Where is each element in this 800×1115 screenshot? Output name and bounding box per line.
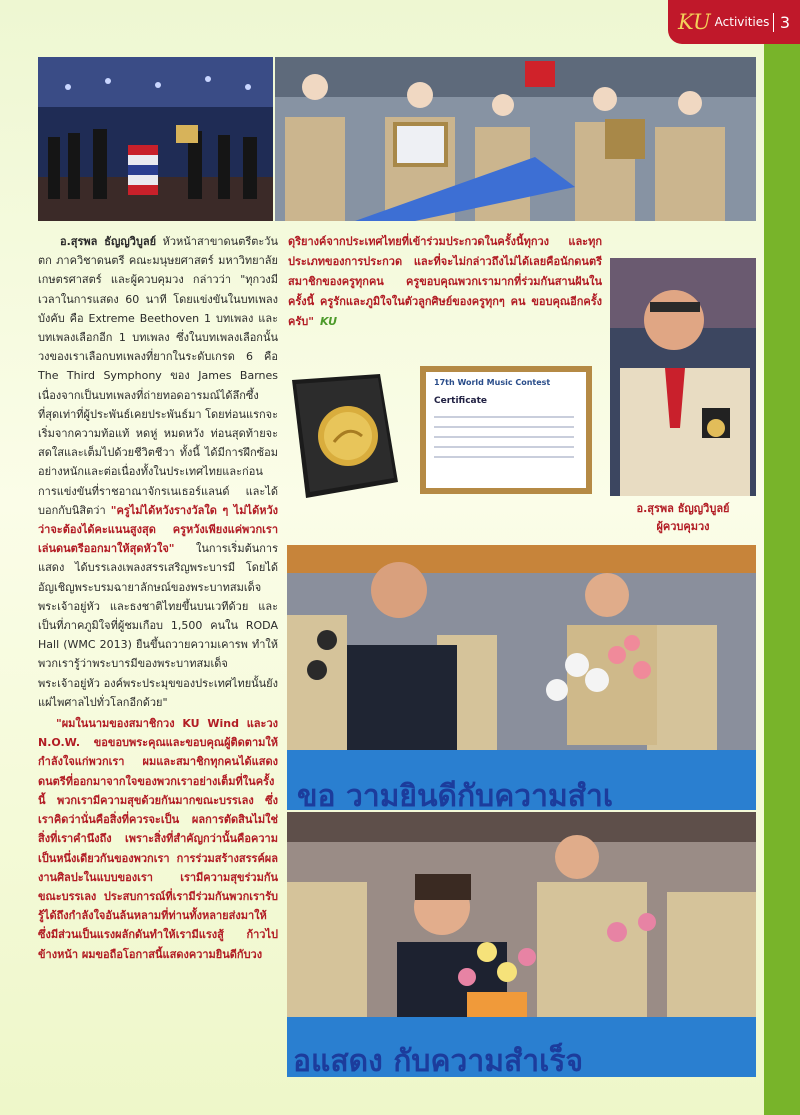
medal-case-image xyxy=(290,372,400,500)
quote-block-right xyxy=(288,232,602,332)
certificate-frame xyxy=(420,366,592,494)
certificate-text-lines xyxy=(434,416,574,466)
quote-text: ดุริยางค์จากประเทศไทยที่เข้าร่วมประกวดในครั้งนี้ทุกวง และทุกประเภทของการประกวด และที่จะไม่กล่าวถึงไม่ได้เลยคือนักดนตรีสมาชิกของครูทุกคน ครูขอบคุณพวกเรามากที่ร่วมกันสานฝันในครั้งนี้ ครูรักและภูมิใจในตัวลูกศิษย์ของครูทุกๆ คน ขอบคุณอีกครั้งครับ" xyxy=(288,235,602,328)
paragraph-text-a: หัวหน้าสาขาดนตรีตะวันตก ภาควิชาดนตรี คณะมนุษยศาสตร์ มหาวิทยาลัยเกษตรศาสตร์ และผู้ควบคุมวง กล่าวว่า "ทุกวงมีเวลาในการแสดง 60 นาที โดยแข่งขันในบทเพลงบังคับ คือ Extreme Beethoven 1 บทเพลง และบทเพลงเลือกอีก 1 บทเพลง ซึ่งในบทเพลงเลือกนั้น วงของเราเลือกบทเพลงที่ยากในระดับเกรด 6 คือ The Third Symphony ของ James Barnes เนื่องจากเป็นบทเพลงที่ถ่ายทอดอารมณ์ได้ลึกซึ้งที่สุดเท่าที่ผู้ประพันธ์เคยประพันธ์มา โดยท่อนแรกจะเริ่มจากความท้อแท้ หดหู่ หมดหวัง ท่อนสุดท้ายจะสดใสและเต็มไปด้วยชีวิตชีวา ทั้งนี้ ได้มีการฝึกซ้อมอย่างหนักและต่อเนื่องทั้งในประเทศไทยและก่อนการแข่งขันที่ราชอาณาจักรเนเธอร์แลนด์ และได้บอกกับนิสิตว่า xyxy=(38,235,278,517)
paragraph-thanks: "ผมในนามของสมาชิกวง KU Wind และวง N.O.W. ขอขอบพระคุณและขอบคุณผู้ติดตามให้กำลังใจแก่พวกเรา ผมและสมาชิกทุกคนได้แสดงดนตรีที่ออกมาจากใจของพวกเราอย่างเต็มที่ในครั้งนี้ พวกเรามีความสุขด้วยกันมากขณะบรรเลง ซึ่งเราคิดว่านั่นคือสิ่งที่ควรจะเป็น ผลการตัดสินไม่ใช่สิ่งที่เราคำนึงถึง เพราะสิ่งที่สำคัญกว่านั้นคือความเป็นหนึ่งเดียวกันของพวกเรา การร่วมสร้างสรรค์ผลงานศิลปะในแบบของเรา เรามีความสุขร่วมกันขณะบรรเลง ประสบการณ์ที่เรามีร่วมกันพวกเรารับรู้ได้ถึงกำลังใจอันล้นหลามที่ท่านทั้งหลายส่งมาให้ ซึ่งมีส่วนเป็นแรงผลักดันทำให้เรามีแรงสู้ ก้าวไปข้างหน้า ผมขอถือโอกาสนี้แสดงความยินดีกับวง xyxy=(38,717,278,961)
right-edge-stripe xyxy=(764,0,800,1115)
photo-airport-award-group xyxy=(275,57,756,221)
photo-airport-celebration xyxy=(287,812,756,1077)
banner-text-mid: ขอ วามยินดีกับความสำเ xyxy=(297,779,614,810)
page-number: 3 xyxy=(773,13,790,32)
brand-logo-text: KU xyxy=(678,10,711,34)
certificate-title: Certificate xyxy=(434,396,488,406)
photo-caption xyxy=(610,500,756,536)
certificate-paper xyxy=(426,372,586,488)
photo-stage-ceremony xyxy=(38,57,273,221)
paragraph-intro xyxy=(38,232,278,712)
caption-name: อ.สุรพล ธัญญวิบูลย์ xyxy=(636,502,730,515)
article-column-left xyxy=(38,232,278,964)
banner-text-bottom: อแสดง กับความสำเร็จ xyxy=(293,1044,584,1077)
section-label: Activities xyxy=(714,15,770,29)
ku-end-mark: KU xyxy=(319,315,338,328)
caption-role: ผู้ควบคุมวง xyxy=(656,520,710,533)
header-tab xyxy=(668,0,800,44)
highlight-quote: "ครูไม่ได้หวังรางวัลใด ๆ ไม่ได้หวังว่าจะต้องได้คะแนนสูงสุด ครูหวังเพียงแค่พวกเราเล่นดนตรีออกมาให้สุดหัวใจ" xyxy=(38,503,279,556)
speaker-name: อ.สุรพล ธัญญวิบูลย์ xyxy=(60,235,157,248)
certificate-heading: 17th World Music Contest xyxy=(434,378,551,387)
photo-airport-welcome-flowers xyxy=(287,545,756,810)
photo-conductor-with-medal xyxy=(610,258,756,496)
paragraph-text-b: ในการเริ่มต้นการแสดง ได้บรรเลงเพลงสรรเสริญพระบารมี โดยได้อัญเชิญพระบรมฉายาลักษณ์ของพระบาทสมเด็จพระเจ้าอยู่หัว และธงชาติไทยขึ้นบนเวทีด้วย และเป็นที่ภาคภูมิใจที่ผู้ชมเกือบ 1,500 คนใน RODA Hall (WMC 2013) ยืนขึ้นถวายความเคารพ ทำให้พวกเรารู้ว่าพระบารมีของพระบาทสมเด็จพระเจ้าอยู่หัว องค์พระประมุขของประเทศไทยนั้นยังแผ่ไพศาลไปทั่วโลกอีกด้วย" xyxy=(38,542,278,709)
